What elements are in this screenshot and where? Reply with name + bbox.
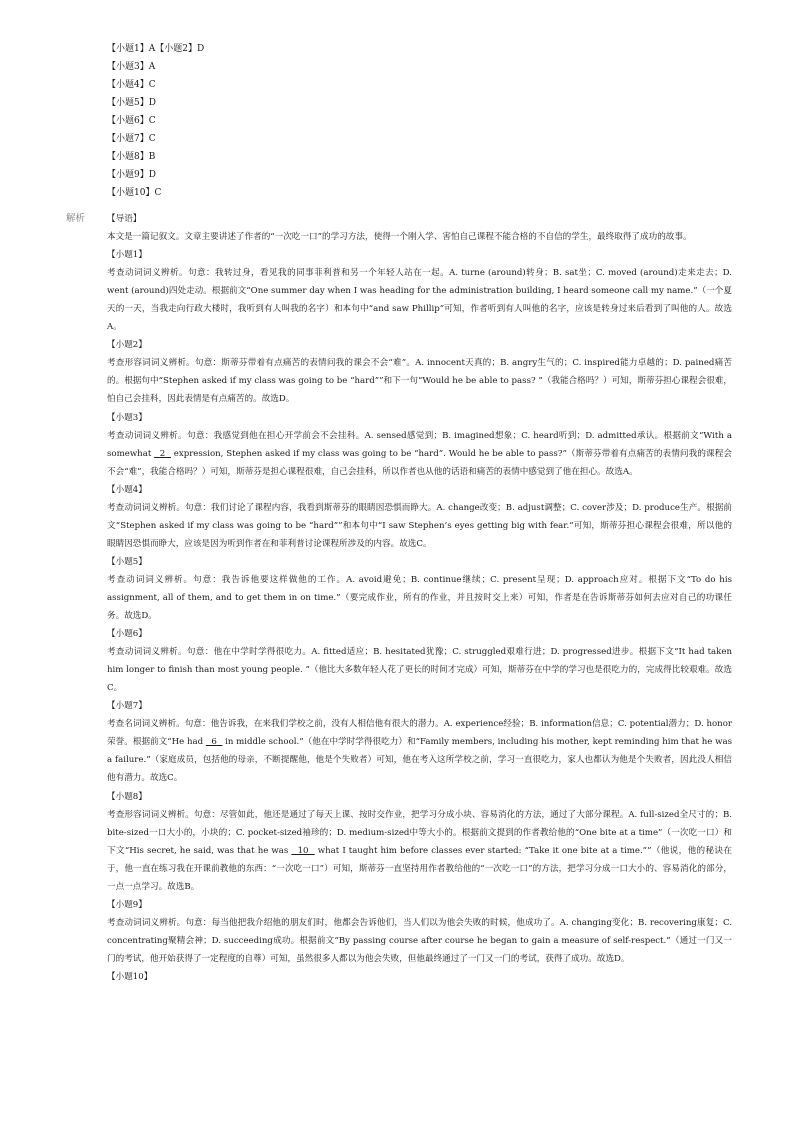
text-part: 考查动词词义辨析。句意：我感觉到他在担心开学前会不会挂科。A. sensed感觉到；B. imagined想象；C. heard听到；D. admitted承认。根据前文“With a somewhat <box>107 430 732 459</box>
section-text: 本文是一篇记叙文。文章主要讲述了作者的“一次吃一口”的学习方法，使得一个刚入学、害怕自己课程不能合格的不自信的学生，最终取得了成功的故事。 <box>107 232 692 243</box>
section-head: 【小题4】 <box>107 484 147 495</box>
answer-row: 【小题4】C <box>107 80 156 90</box>
section-text: 考查动词词义辨析。句意：我们讨论了课程内容，我看到斯蒂芬的眼睛因恐惧而睁大。A. change改变；B. adjust调整；C. cover涉及；D. produce生产。根据前文“Stephen asked if my class was going to be “hard””和本句中“I saw Stephen’s eyes getting big with fear.”可知，斯蒂芬担心课程会很难，所以他的眼睛因恐惧而睁大，应该是因为听到作者在和菲利普讨论课程所涉及的内容。故选C。 <box>107 502 732 549</box>
text-part: what I taught him before classes ever started: “Take it one bite at a time.””（他说，他的秘诀在于，他一直在练习我在开课前教他的东西：“一次吃一口”）可知，斯蒂芬一直坚持用作者教给他的“一次吃一口”的方法，把学习分成一口大小的、容易消化的部分，一点一点学习。故选B。 <box>107 845 732 892</box>
text-part: 考查形容词词义辨析。句意：尽管如此，他还是通过了每天上课、按时交作业，把学习分成小块、容易消化的方法，通过了大部分课程。A. full-sized全尺寸的；B. bite-sized一口大小的，小块的；C. pocket-sized袖珍的；D. medium-sized中等大小的。根据前文提到的作者教给他的“One bite at a time”（一次吃一口）和下文“His secret, he said, was that he was <box>107 809 732 856</box>
analysis-label: 解析 <box>66 213 86 224</box>
section-text: 考查动词词义辨析。句意：每当他把我介绍他的朋友们时，他都会告诉他们，当人们以为他会失败的时候，他成功了。A. changing变化；B. recovering康复；C. concentrating聚精会神；D. succeeding成功。根据前文“By passing course after course he began to gain a measure of self-respect.”（通过一门又一门的考试，他开始获得了一定程度的自尊）可知，虽然很多人都以为他会失败，但他最终通过了一门又一门的考试，获得了成功。故选D。 <box>107 917 732 964</box>
section-text: 考查形容词词义辨析。句意：斯蒂芬带着有点痛苦的表情问我的课会不会“难”。A. innocent天真的；B. angry生气的；C. inspired能力卓越的；D. pained痛苦的。根据句中“Stephen asked if my class was going to be “hard””和下一句“Would he be able to pass? ”（我能合格吗？）可知，斯蒂芬担心课程会很难，怕自己会挂科，因此表情是有点痛苦的。故选D。 <box>107 358 732 405</box>
blank-value: 6 <box>211 737 217 748</box>
section-text <box>107 715 732 787</box>
answer-row: 【小题10】C <box>107 188 162 198</box>
text-part: in middle school.”（他在中学时学得很吃力）和“Family members, including his mother, kept reminding him that he was a failure.”（家庭成员，包括他的母亲，不断提醒他，他是个失败者）可知，他在考入这所学校之前，学习一直很吃力，家人也都认为他是个失败者，因此没人相信他有潜力。故选C。 <box>107 737 732 784</box>
section-head: 【小题5】 <box>107 556 147 567</box>
section-text: 考查动词词义辨析。句意：他在中学时学得很吃力。A. fitted适应；B. hesitated犹豫；C. struggled艰难行进；D. progressed进步。根据下文“It had taken him longer to finish than most young people. ”（他比大多数年轻人花了更长的时间才完成）可知，斯蒂芬在中学的学习也是很吃力的，完成得比较艰难。故选C。 <box>107 647 732 694</box>
text-part: 考查名词词义辨析。句意：他告诉我，在来我们学校之前，没有人相信他有很大的潜力。A. experience经验；B. information信息；C. potential潜力；D. honor荣誉。根据前文“He had <box>107 719 732 748</box>
section-head: 【小题10】 <box>107 971 153 982</box>
blank-number <box>154 449 171 459</box>
answer-row: 【小题5】D <box>107 98 156 108</box>
section-head: 【小题7】 <box>107 701 147 712</box>
answer-row: 【小题9】D <box>107 170 156 180</box>
answer-row: 【小题3】A <box>107 62 156 72</box>
blank-value: 2 <box>159 448 166 459</box>
answer-row: 【小题8】B <box>107 152 156 162</box>
text-part: expression, Stephen asked if my class was going to be “hard”. Would he be able to pass?”（斯蒂芬带着有点痛苦的表情问我的课程会不会“难”，我能合格吗？）可知，斯蒂芬是担心课程很难，自己会挂科，所以作者也从他的话语和痛苦的表情中感觉到了他在担心。故选A。 <box>107 448 732 477</box>
section-head: 【小题8】 <box>107 791 147 802</box>
section-head: 【小题9】 <box>107 899 147 910</box>
section-head: 【小题2】 <box>107 340 147 351</box>
analysis-body <box>107 210 732 986</box>
section-text <box>107 427 732 481</box>
answer-row: 【小题6】C <box>107 116 156 126</box>
answer-list <box>107 40 204 202</box>
section-text <box>107 806 732 896</box>
answer-row: 【小题1】A【小题2】D <box>107 44 205 54</box>
section-text: 考查动词词义辨析。句意：我转过身，看见我的同事菲利普和另一个年轻人站在一起。A. turne (around)转身；B. sat坐；C. moved (around)走来走去；D. went (around)四处走动。根据前文“One summer day when I was heading for the administration building, I heard someone call my name.”（一个夏天的一天，当我走向行政大楼时，我听到有人叫我的名字）和本句中“and saw Phillip”可知，作者听到有人叫他的名字，应该是转身过来后看到了叫他的人。故选A。 <box>107 268 732 333</box>
section-head: 【导语】 <box>107 214 142 224</box>
section-head: 【小题3】 <box>107 412 147 423</box>
section-head: 【小题1】 <box>107 250 147 261</box>
blank-number <box>206 737 222 747</box>
answer-row: 【小题7】C <box>107 134 156 144</box>
section-head: 【小题6】 <box>107 629 147 640</box>
blank-value: 10 <box>297 845 309 856</box>
blank-number <box>291 846 314 856</box>
section-text: 考查动词词义辨析。句意：我告诉他要这样做他的工作。A. avoid避免；B. continue继续；C. present呈现；D. approach应对。根据下文“To do his assignment, all of them, and to get them in on time.”（要完成作业，所有的作业，并且按时交上来）可知，作者是在告诉斯蒂芬如何去应对自己的功课任务。故选D。 <box>107 574 732 622</box>
